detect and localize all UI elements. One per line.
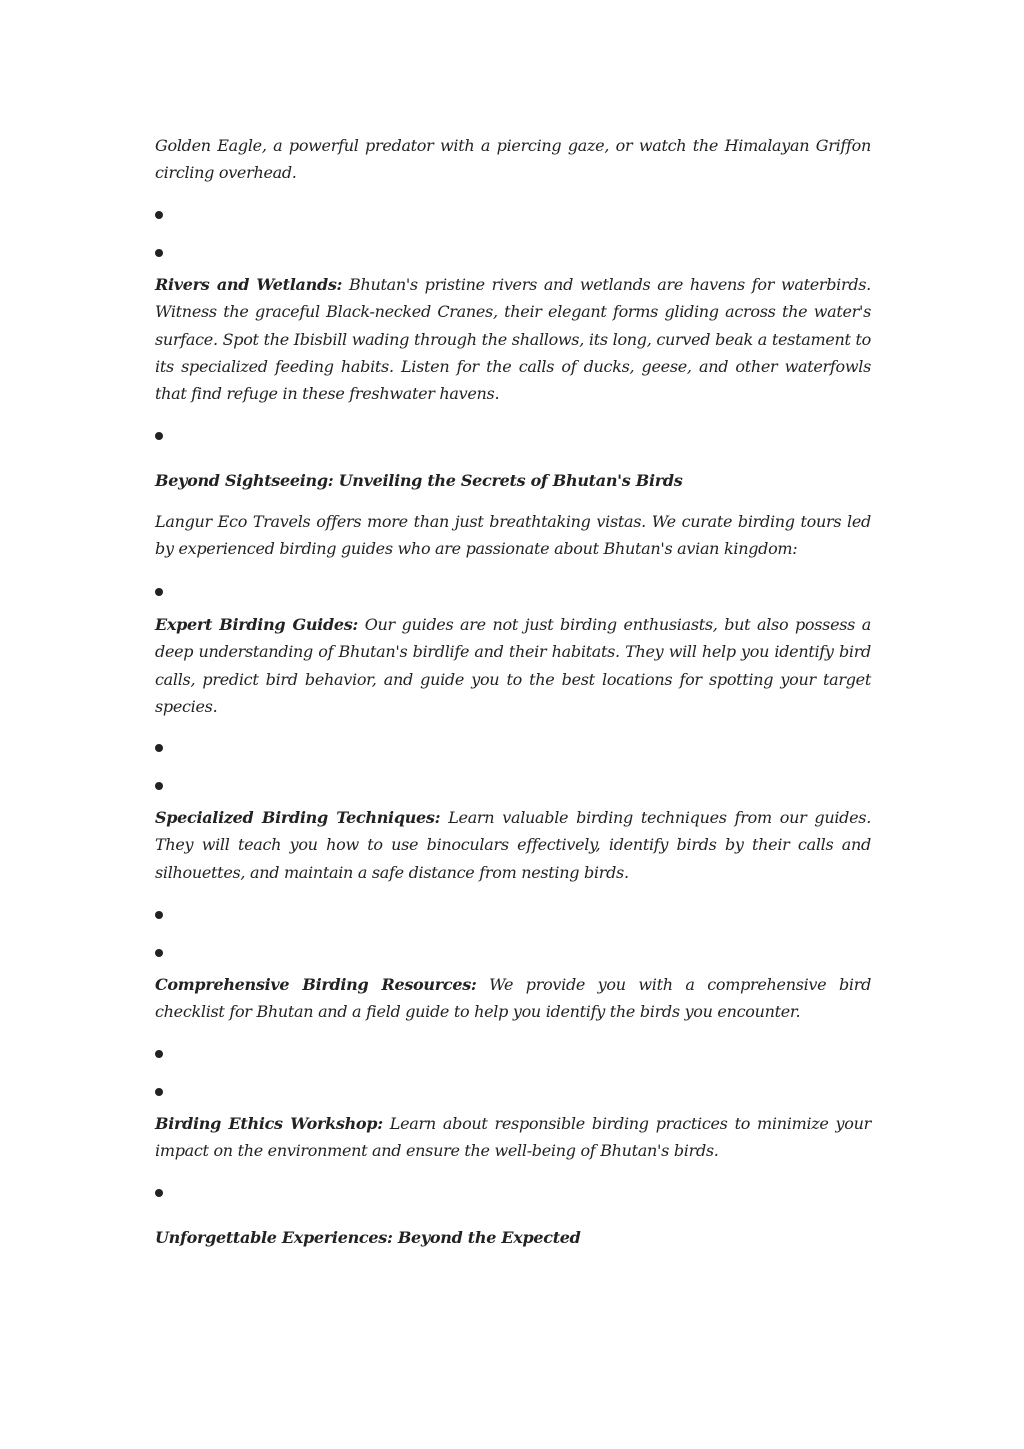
heading-unforgettable: Unforgettable Experiences: Beyond the Expected <box>155 1228 581 1247</box>
heading-sightseeing: Beyond Sightseeing: Unveiling the Secrets of Bhutan's Birds <box>155 471 683 490</box>
rivers-text: Bhutan's pristine rivers and wetlands are havens for waterbirds. Witness the graceful Black-necked Cranes, their elegant forms gliding across the water's surface. Spot the Ibisbill wading through the shallows, its long, curved beak a testament to its specialized feeding habits. Listen for the calls of ducks, geese, and other waterfowls that find refuge in these freshwater havens. <box>155 275 871 404</box>
guides-label: Expert Birding Guides: <box>155 615 359 634</box>
techniques-paragraph <box>155 804 871 886</box>
resources-paragraph <box>155 971 871 1026</box>
bullet-icon <box>155 249 163 257</box>
bullet-icon <box>155 949 163 957</box>
bullet-icon <box>155 911 163 919</box>
resources-text: We provide you with a comprehensive bird checklist for Bhutan and a field guide to help you identify the birds you encounter. <box>155 975 872 1022</box>
bullet-icon <box>155 432 163 440</box>
bullet-icon <box>155 211 163 219</box>
langur-paragraph <box>155 508 871 563</box>
bullet-icon <box>155 1189 163 1197</box>
intro-text: Golden Eagle, a powerful predator with a piercing gaze, or watch the Himalayan Griffon circling overhead. <box>155 136 871 183</box>
ethics-paragraph <box>155 1110 871 1165</box>
ethics-label: Birding Ethics Workshop: <box>155 1114 383 1133</box>
bullet-icon <box>155 588 163 596</box>
resources-label: Comprehensive Birding Resources: <box>155 975 477 994</box>
langur-text: Langur Eco Travels offers more than just breathtaking vistas. We curate birding tours led by experienced birding guides who are passionate about Bhutan's avian kingdom: <box>155 512 871 559</box>
bullet-icon <box>155 782 163 790</box>
ethics-text: Learn about responsible birding practices to minimize your impact on the environment and ensure the well-being of Bhutan's birds. <box>155 1114 871 1161</box>
techniques-text: Learn valuable birding techniques from our guides. They will teach you how to use binoculars effectively, identify birds by their calls and silhouettes, and maintain a safe distance from nesting birds. <box>155 808 871 882</box>
bullet-icon <box>155 1088 163 1096</box>
intro-paragraph <box>155 132 871 187</box>
bullet-icon <box>155 744 163 752</box>
bullet-icon <box>155 1050 163 1058</box>
guides-text: Our guides are not just birding enthusiasts, but also possess a deep understanding of Bhutan's birdlife and their habitats. They will help you identify bird calls, predict bird behavior, and guide you to the best locations for spotting your target species. <box>155 615 871 716</box>
rivers-label: Rivers and Wetlands: <box>155 275 343 294</box>
guides-paragraph <box>155 611 871 720</box>
rivers-paragraph <box>155 271 871 407</box>
techniques-label: Specialized Birding Techniques: <box>155 808 441 827</box>
